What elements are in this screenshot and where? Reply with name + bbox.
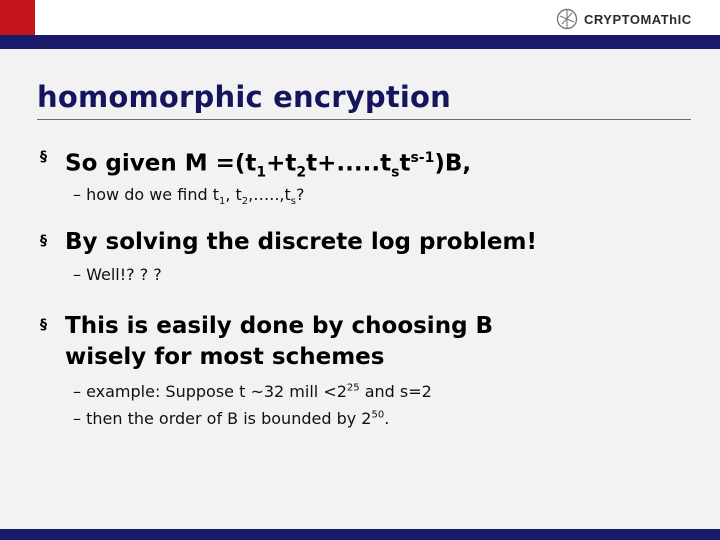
bullet-marker: § [40,149,47,165]
subscript: 2 [296,164,307,181]
text-segment: )B, [434,150,472,177]
text-segment: – how do we find t [73,185,219,204]
superscript: 25 [346,382,360,394]
slide-title: homomorphic encryption [37,80,452,114]
subscript: 1 [218,196,226,208]
text-segment: , t [225,185,242,204]
sub-bullet-4 [73,409,389,428]
bullet-marker: § [40,317,47,333]
text-segment: – then the order of B is bounded by 2 [73,409,372,428]
text-segment: . [384,409,390,428]
sub-bullet-2: – Well!? ? ? [73,265,162,284]
subscript: 1 [256,164,267,181]
text-segment: t [399,150,411,177]
title-divider [37,119,691,120]
bottom-navy-band [0,529,720,540]
accent-red-block [0,0,35,35]
text-segment: So given M =(t [65,150,257,177]
subscript: s [391,164,400,181]
sub-bullet-3 [73,382,432,401]
top-navy-band [0,35,720,49]
bullet-3-line-2: wisely for most schemes [65,344,385,370]
bullet-3-line-1: This is easily done by choosing B [65,313,494,339]
text-segment: ,…..,t [248,185,291,204]
cryptomathic-logo-icon [556,8,578,30]
brand-name: CRYPTOMAThIC [584,11,692,27]
text-segment: – example: Suppose t ~32 mill <2 [73,382,347,401]
text-segment: t+.....t [306,150,392,177]
bullet-marker: § [40,233,47,249]
content-area [0,49,720,529]
superscript: s-1 [410,150,435,166]
subscript: 2 [241,196,249,208]
subscript: s [290,196,297,208]
brand-logo [556,8,692,30]
bullet-2-text: By solving the discrete log problem! [65,229,537,255]
text-segment: +t [266,150,297,177]
text-segment: ? [296,185,305,204]
superscript: 50 [371,409,385,421]
bullet-1-text [65,143,471,188]
sub-bullet-1 [73,185,305,207]
text-segment: and s=2 [359,382,432,401]
